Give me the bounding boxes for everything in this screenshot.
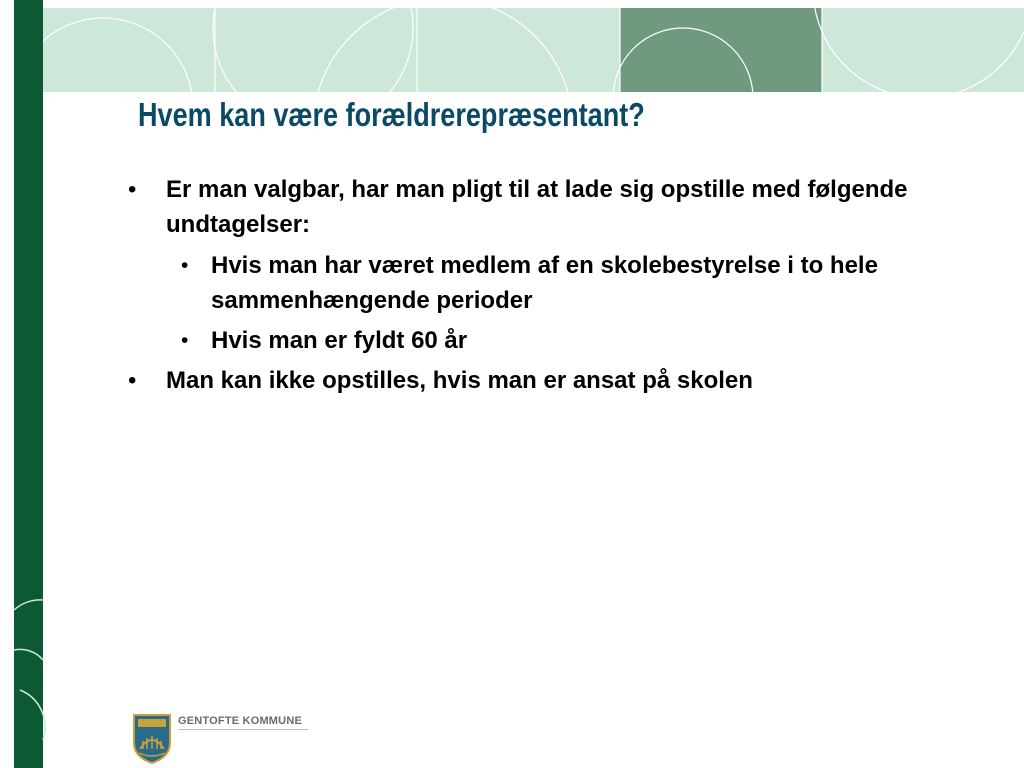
bullet-marker: • xyxy=(128,176,137,203)
slide-body xyxy=(128,172,958,404)
bullet-text: Man kan ikke opstilles, hvis man er ansat på skolen xyxy=(166,367,753,394)
sub-bullet-item-1 xyxy=(128,248,958,318)
bullet-text: Hvis man er fyldt 60 år xyxy=(211,327,468,354)
gentofte-coat-of-arms-logo xyxy=(132,713,172,765)
header-decorative-band xyxy=(43,8,1024,92)
sub-bullet-item-2 xyxy=(128,323,958,358)
bullet-item-1 xyxy=(128,172,958,242)
organization-name: GENTOFTE KOMMUNE xyxy=(178,715,302,727)
bullet-item-2 xyxy=(128,363,958,398)
slide-title: Hvem kan være forældrerepræsentant? xyxy=(138,96,645,133)
bullet-marker: • xyxy=(128,367,137,394)
bullet-marker: • xyxy=(181,254,189,277)
bullet-marker: • xyxy=(181,329,189,352)
bullet-text: Er man valgbar, har man pligt til at lade sig opstille med følgende undtagelser: xyxy=(166,176,908,238)
bullet-text: Hvis man har været medlem af en skolebestyrelse i to hele sammenhængende perioder xyxy=(211,252,878,314)
logo-underline xyxy=(178,729,308,730)
left-decorative-arcs xyxy=(0,590,50,768)
